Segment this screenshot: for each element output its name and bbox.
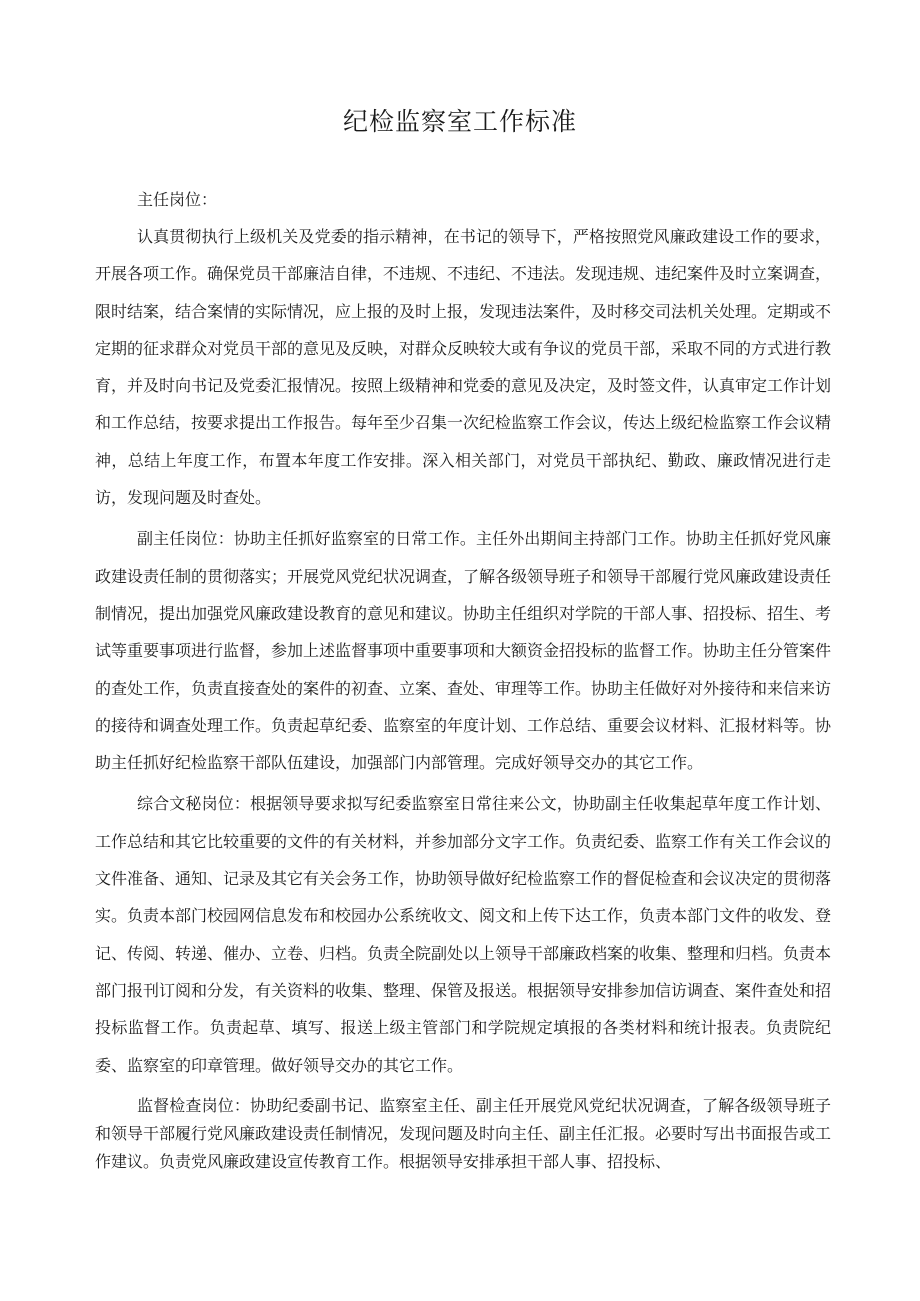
supervision-role-paragraph: 监督检查岗位：协助纪委副书记、监察室主任、副主任开展党风党纪状况调查，了解各级领导班子和领导干部履行党风廉政建设责任制情况，发现问题及时向主任、副主任汇报。必要时写出书面报告或工作建议。负责党风廉政建设宣传教育工作。根据领导安排承担干部人事、招投标、 (95, 1095, 832, 1171)
document-body (95, 181, 831, 1176)
director-role-paragraph: 认真贯彻执行上级机关及党委的指示精神，在书记的领导下，严格按照党风廉政建设工作的要求，开展各项工作。确保党员干部廉洁自律，不违规、不违纪、不违法。发现违规、违纪案件及时立案调查，限时结案，结合案情的实际情况，应上报的及时上报，发现违法案件，及时移交司法机关处理。定期或不定期的征求群众对党员干部的意见及反映，对群众反映较大或有争议的党员干部，采取不同的方式进行教育，并及时向书记及党委汇报情况。按照上级精神和党委的意见及决定，及时签文件，认真审定工作计划和工作总结，按要求提出工作报告。每年至少召集一次纪检监察工作会议，传达上级纪检监察工作会议精神，总结上年度工作，布置本年度工作安排。深入相关部门，对党员干部执纪、勤政、廉政情况进行走访，发现问题及时查处。 (95, 227, 832, 508)
document-title: 纪检监察室工作标准 (342, 107, 577, 136)
deputy-director-role-paragraph: 副主任岗位：协助主任抓好监察室的日常工作。主任外出期间主持部门工作。协助主任抓好党风廉政建设责任制的贯彻落实；开展党风党纪状况调查，了解各级领导班子和领导干部履行党风廉政建设责任制情况，提出加强党风廉政建设教育的意见和建议。协助主任组织对学院的干部人事、招投标、招生、考试等重要事项进行监督，参加上述监督事项中重要事项和大额资金招投标的监督工作。协助主任分管案件的查处工作，负责直接查处的案件的初查、立案、查处、审理等工作。协助主任做好对外接待和来信来访的接待和调查处理工作。负责起草纪委、监察室的年度计划、工作总结、重要会议材料、汇报材料等。协助主任抓好纪检监察干部队伍建设，加强部门内部管理。完成好领导交办的其它工作。 (95, 529, 832, 773)
director-role-label: 主任岗位： (137, 190, 218, 209)
secretary-role-paragraph: 综合文秘岗位：根据领导要求拟写纪委监察室日常往来公文，协助副主任收集起草年度工作计划、工作总结和其它比较重要的文件的有关材料，并参加部分文字工作。负责纪委、监察工作有关工作会议的文件准备、通知、记录及其它有关会务工作，协助领导做好纪检监察工作的督促检查和会议决定的贯彻落实。负责本部门校园网信息发布和校园办公系统收文、阅文和上传下达工作，负责本部门文件的收发、登记、传阅、转递、催办、立卷、归档。负责全院副处以上领导干部廉政档案的收集、整理和归档。负责本部门报刊订阅和分发，有关资料的收集、整理、保管及报送。根据领导安排参加信访调查、案件查处和招投标监督工作。负责起草、填写、报送上级主管部门和学院规定填报的各类材料和统计报表。负责院纪委、监察室的印章管理。做好领导交办的其它工作。 (95, 794, 832, 1075)
